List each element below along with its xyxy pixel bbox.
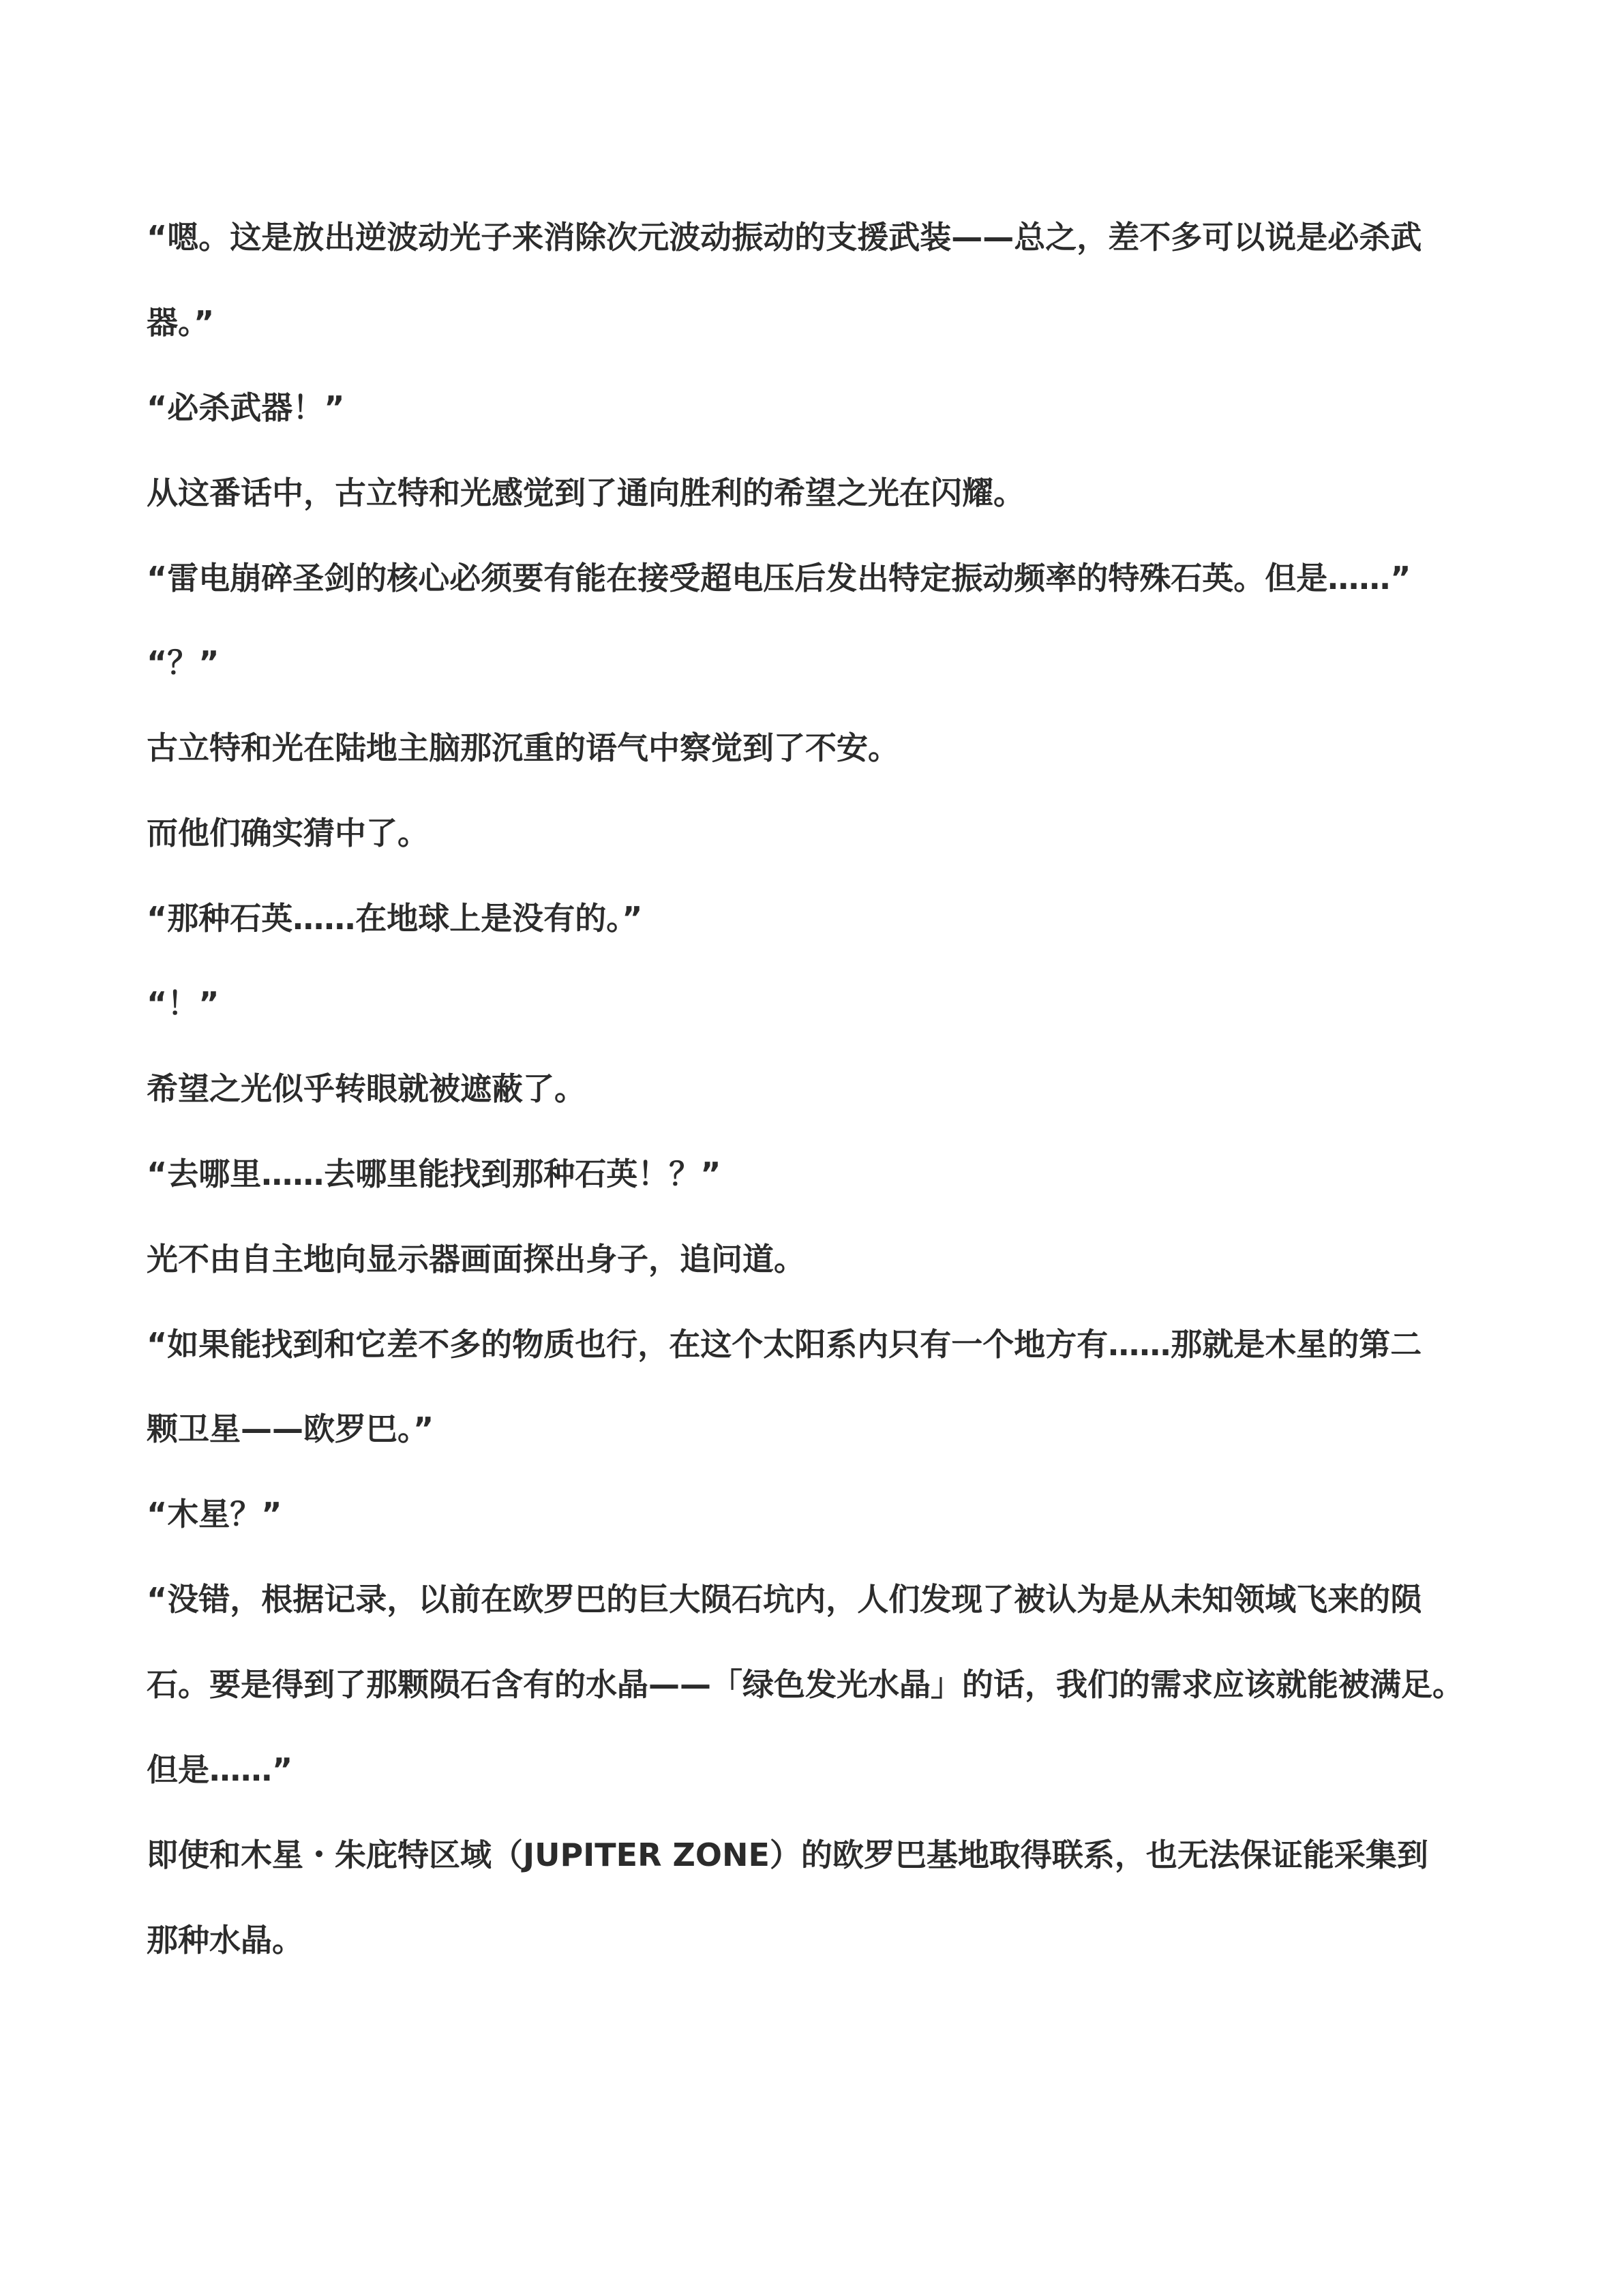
text-line: 希望之光似乎转眼就被遮蔽了。 [147,1070,586,1107]
text-line: “没错，根据记录，以前在欧罗巴的巨大陨石坑内，人们发现了被认为是从未知领域飞来的陨 [147,1581,1422,1618]
text-line: 古立特和光在陆地主脑那沉重的语气中察觉到了不安。 [147,729,899,767]
text-line: 器。” [147,303,215,341]
text-line: “去哪里……去哪里能找到那种石英！？” [147,1155,721,1192]
text-line: 颗卫星——欧罗巴。” [147,1410,434,1448]
text-line: 光不由自主地向显示器画面探出身子，追问道。 [147,1240,805,1278]
text-line: 那种水晶。 [147,1921,303,1959]
text-line: “必杀武器！” [147,389,345,426]
text-line: “那种石英……在地球上是没有的。” [147,900,643,937]
text-body [147,195,1483,1983]
text-line: “嗯。这是放出逆波动光子来消除次元波动振动的支援武装——总之，差不多可以说是必杀武 [147,219,1422,256]
text-line: 石。要是得到了那颗陨石含有的水晶——「绿色发光水晶」的话，我们的需求应该就能被满足。 [147,1666,1464,1704]
text-line: 从这番话中，古立特和光感觉到了通向胜利的希望之光在闪耀。 [147,474,1025,511]
text-line: 即使和木星・朱庇特区域（JUPITER ZONE）的欧罗巴基地取得联系，也无法保证能采集到 [147,1836,1428,1873]
text-line: “？” [147,644,220,682]
text-line: 但是……” [147,1751,293,1789]
text-line: “木星？” [147,1496,282,1533]
text-line: 而他们确实猜中了。 [147,815,429,852]
text-line: “如果能找到和它差不多的物质也行，在这个太阳系内只有一个地方有……那就是木星的第二 [147,1325,1422,1363]
text-line: “雷电崩碎圣剑的核心必须要有能在接受超电压后发出特定振动频率的特殊石英。但是……” [147,559,1411,596]
text-line: “！” [147,985,220,1023]
